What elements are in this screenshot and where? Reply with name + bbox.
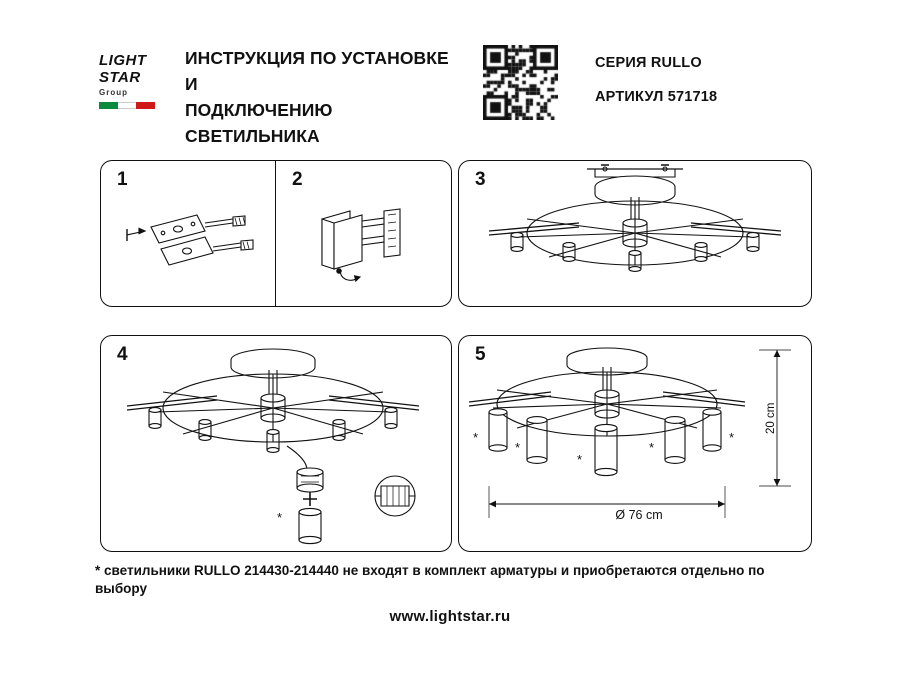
logo-line-2: STAR: [99, 69, 141, 86]
header: [95, 45, 810, 146]
article-label: АРТИКУЛ 571718: [595, 89, 718, 105]
product-info: [595, 55, 810, 105]
step-1-diagram: [101, 161, 276, 306]
italy-flag-icon: [99, 102, 155, 109]
step-panel-3: [458, 160, 812, 307]
page-title-line-1: ИНСТРУКЦИЯ ПО УСТАНОВКЕ И: [185, 48, 449, 94]
website-link[interactable]: www.lightstar.ru: [389, 608, 511, 625]
step-number-2: 2: [292, 169, 303, 190]
step-number-4: 4: [117, 344, 128, 365]
asterisk-marker-4: *: [277, 510, 283, 525]
lightstar-logo: [95, 50, 170, 120]
page-title: [185, 45, 465, 149]
asterisk-marker-5-c: *: [577, 452, 583, 467]
step-number-1: 1: [117, 169, 128, 190]
diameter-dimension-label: Ø 76 cm: [615, 508, 663, 522]
page-title-line-2: ПОДКЛЮЧЕНИЮ СВЕТИЛЬНИКА: [185, 100, 333, 146]
step-4-diagram: [101, 336, 451, 551]
asterisk-marker-5-a: *: [473, 430, 479, 445]
asterisk-marker-5-e: *: [729, 430, 735, 445]
asterisk-marker-5-b: *: [515, 440, 521, 455]
step-number-5: 5: [475, 344, 486, 365]
step-3-diagram: [459, 161, 811, 306]
height-dimension-label: 20 cm: [765, 402, 777, 434]
step-panel-4: [100, 335, 452, 552]
qr-code-icon: [483, 45, 558, 120]
logo-line-3: Group: [99, 88, 128, 97]
step-number-3: 3: [475, 169, 486, 190]
logo-line-1: LIGHT: [99, 52, 147, 69]
step-panel-5: [458, 335, 812, 552]
step-2-diagram: [276, 161, 451, 306]
step-panel-2: [275, 160, 452, 307]
footnote: * светильники RULLO 214430-214440 не входят в комплект арматуры и приобретаются отдельно по выбору: [95, 563, 765, 596]
series-label: СЕРИЯ RULLO: [595, 55, 702, 71]
step-panel-1: [100, 160, 276, 307]
asterisk-marker-5-d: *: [649, 440, 655, 455]
